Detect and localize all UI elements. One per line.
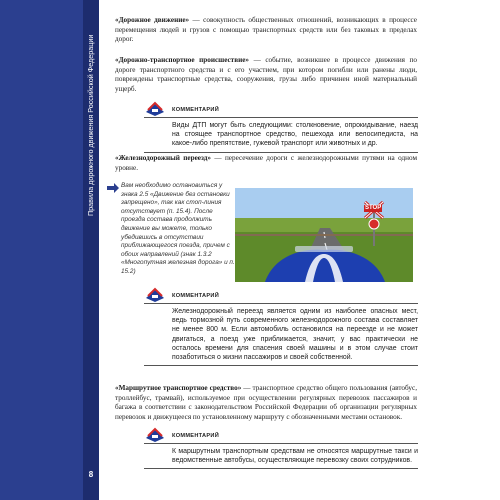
comment-label: КОММЕНТАРИЙ (172, 293, 220, 299)
comment-text: Железнодорожный переезд является одним из наиболее опасных мест, ведь тормозной путь современного железнодорожного состава составляет не менее 800 м. Если автомобиль остановился на переезде и не может двигаться, а поезд уже приближается, значит, у вас практически не осталось времени для спасения своей машины и в этом случае стоит позаботиться о жизни пассажиров и своей собственной. (172, 308, 418, 362)
term: «Дорожное движение» (115, 16, 190, 24)
definition-text: — пересечение дороги с железнодорожными путями на одном уровне. (115, 154, 418, 172)
sidebar-title: Правила дорожного движения Российской Федерации (86, 34, 95, 216)
book-comment-icon (144, 286, 166, 304)
comment-header (144, 432, 418, 444)
comment-box (144, 106, 418, 153)
comment-header (144, 292, 418, 304)
comment-divider (144, 365, 418, 366)
comment-box (144, 292, 418, 366)
comment-text: Виды ДТП могут быть следующими: столкновение, опрокидывание, наезд на стоящее транспортное средство, пешехода или велосипедиста, на какое-либо препятствие, гужевой транспорт или животных и др. (172, 122, 418, 148)
comment-box (144, 432, 418, 469)
definition-road-traffic (115, 16, 417, 45)
comment-divider (144, 468, 418, 469)
page-number: 8 (88, 470, 94, 479)
stop-sign-text: STOP (365, 205, 382, 211)
book-comment-icon (144, 426, 166, 444)
definition-road-accident (115, 56, 417, 94)
comment-label: КОММЕНТАРИЙ (172, 433, 220, 439)
definition-text: — совокупность общественных отношений, возникающих в процессе перемещения людей и грузов с помощью транспортных средств или без таковых в пределах дорог. (115, 16, 417, 43)
definition-railway-crossing (115, 154, 417, 173)
term: «Маршрутное транспортное средство» (115, 384, 242, 392)
comment-divider (144, 152, 418, 153)
comment-text: К маршрутным транспортным средствам не относятся маршрутные такси и ведомственные автобусы, осуществляющие перевозку своих сотрудников. (172, 448, 418, 465)
term: «Железнодорожный переезд» (115, 154, 211, 162)
crossing-scene-illustration (235, 188, 413, 282)
book-comment-icon (144, 100, 166, 118)
comment-header (144, 106, 418, 118)
comment-label: КОММЕНТАРИЙ (172, 107, 220, 113)
term: «Дорожно-транспортное происшествие» (115, 56, 250, 64)
railway-crossing-photo (235, 188, 413, 282)
arrow-right-icon (106, 182, 120, 194)
definition-text: — транспортное средство общего пользования (автобус, троллейбус, трамвай), используемое при осуществлении регулярных перевозок пассажиров и багажа в соответствии с законодательством Российской Федерации об организации регулярных перевозок и движущееся по установленному маршруту с обозначенными местами остановок. (115, 384, 417, 421)
side-note: Вам необходимо остановиться у знака 2.5 «Движение без остановки запрещено», так как стоп-линия отсутствует (п. 15.4). После проезда состава продолжить движение вы можете, только убедившись в отсутствии приближающегося поезда, причем с обоих направлений (знак 1.3.2 «Многопутная железная дорога» и п. 15.2) (121, 182, 235, 275)
definition-route-vehicle (115, 384, 417, 422)
definition-text: — событие, возникшее в процессе движения по дороге транспортного средства и с его участием, при котором погибли или ранены люди, повреждены транспортные средства, сооружения, грузы либо причинен иной материальный ущерб. (115, 56, 417, 93)
